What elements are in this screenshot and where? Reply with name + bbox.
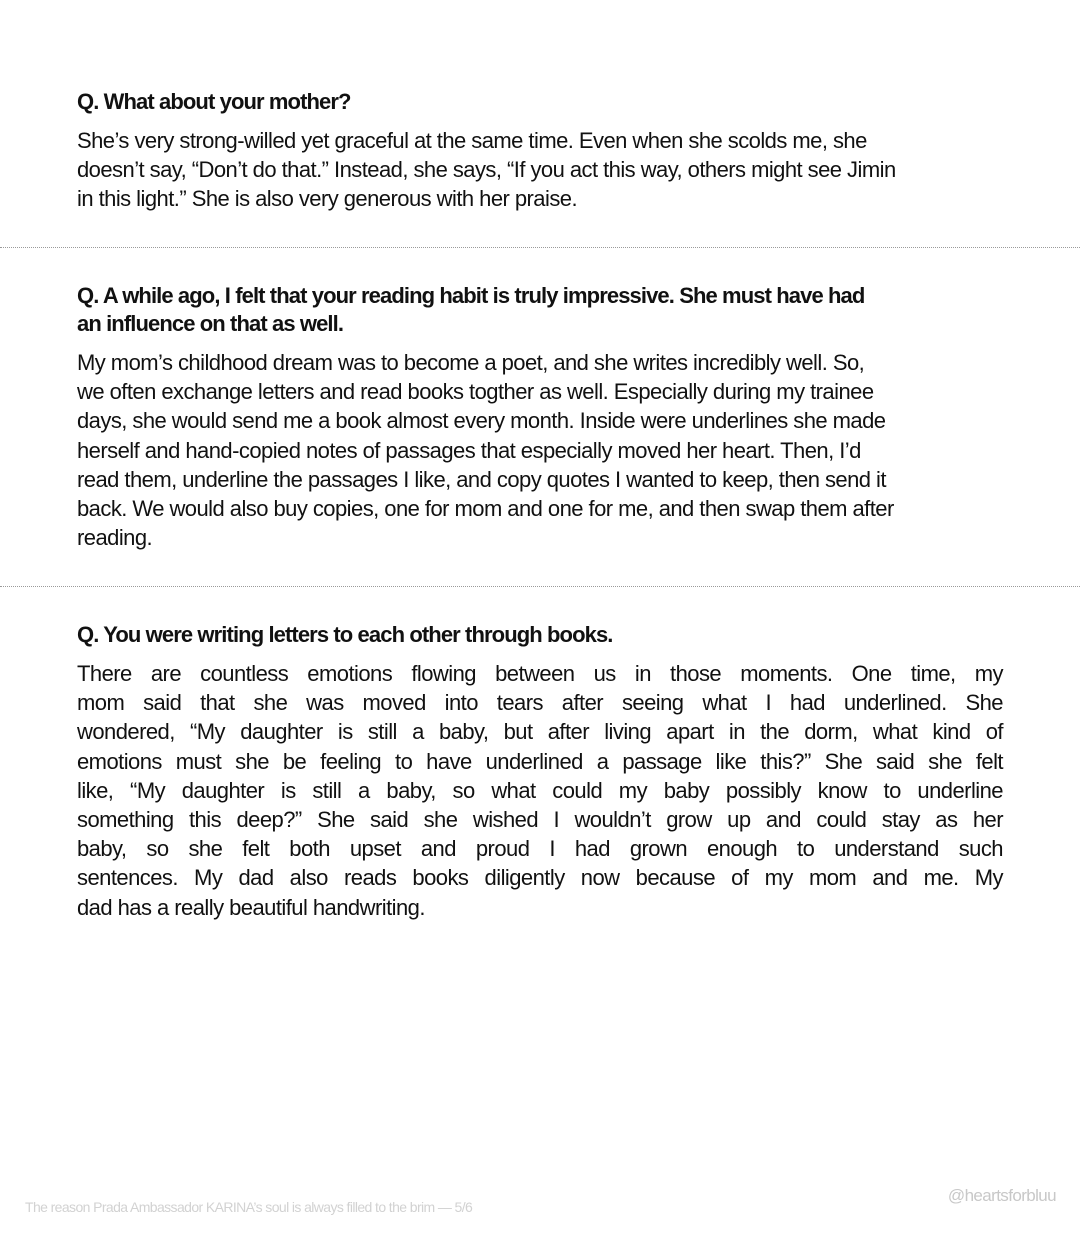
answer-line: There are countless emotions flowing between us in those moments. One time, my [77,661,1003,686]
footer-caption: The reason Prada Ambassador KARINA’s soul is always filled to the brim — 5/6 [25,1199,473,1215]
qa-section-2 [77,282,1003,552]
footer-handle: @heartsforbluu [947,1186,1056,1205]
answer-line: like, “My daughter is still a baby, so what could my baby possibly know to underline [77,777,1003,803]
divider [0,586,1080,587]
question-line: Q. What about your mother? [77,89,351,114]
answer-line: back. We would also buy copies, one for mom and one for me, and then swap them after [77,496,894,522]
answer-line: days, she would send me a book almost every month. Inside were underlines she made [77,408,886,434]
answer-paragraph [77,126,1003,214]
answer-line: mom said that she was moved into tears after seeing what I had underlined. She [77,690,1003,716]
answer-line: reading. [77,525,153,551]
divider [0,247,1080,248]
question-line: Q. A while ago, I felt that your reading habit is truly impressive. She must have had [77,283,865,308]
qa-section-1 [77,88,1003,214]
question-line: Q. You were writing letters to each other through books. [77,622,613,647]
answer-line: baby, so she felt both upset and proud I had grown enough to understand such [77,836,1003,862]
question-heading [77,621,1003,649]
answer-line: we often exchange letters and read books togther as well. Especially during my trainee [77,379,874,405]
answer-line: herself and hand-copied notes of passages that especially moved her heart. Then, I’d [77,437,861,463]
question-heading [77,88,1003,116]
answer-line: She’s very strong-willed yet graceful at the same time. Even when she scolds me, she [77,128,867,153]
answer-line: My mom’s childhood dream was to become a poet, and she writes incredibly well. So, [77,350,865,375]
answer-paragraph [77,348,1003,552]
qa-section-3 [77,621,1003,922]
answer-line: something this deep?” She said she wished I wouldn’t grow up and could stay as her [77,807,1003,833]
answer-line: dad has a really beautiful handwriting. [77,894,425,920]
answer-line: emotions must she be feeling to have underlined a passage like this?” She said she felt [77,748,1003,774]
answer-line: wondered, “My daughter is still a baby, but after living apart in the dorm, what kind of [77,719,1003,745]
answer-line: doesn’t say, “Don’t do that.” Instead, she says, “If you act this way, others might see Jimin [77,157,896,183]
question-heading [77,282,1003,338]
answer-line: in this light.” She is also very generous with her praise. [77,186,578,212]
question-line: an influence on that as well. [77,311,344,336]
answer-line: read them, underline the passages I like, and copy quotes I wanted to keep, then send it [77,466,886,492]
answer-paragraph [77,659,1003,922]
answer-line: sentences. My dad also reads books diligently now because of my mom and me. My [77,865,1003,891]
